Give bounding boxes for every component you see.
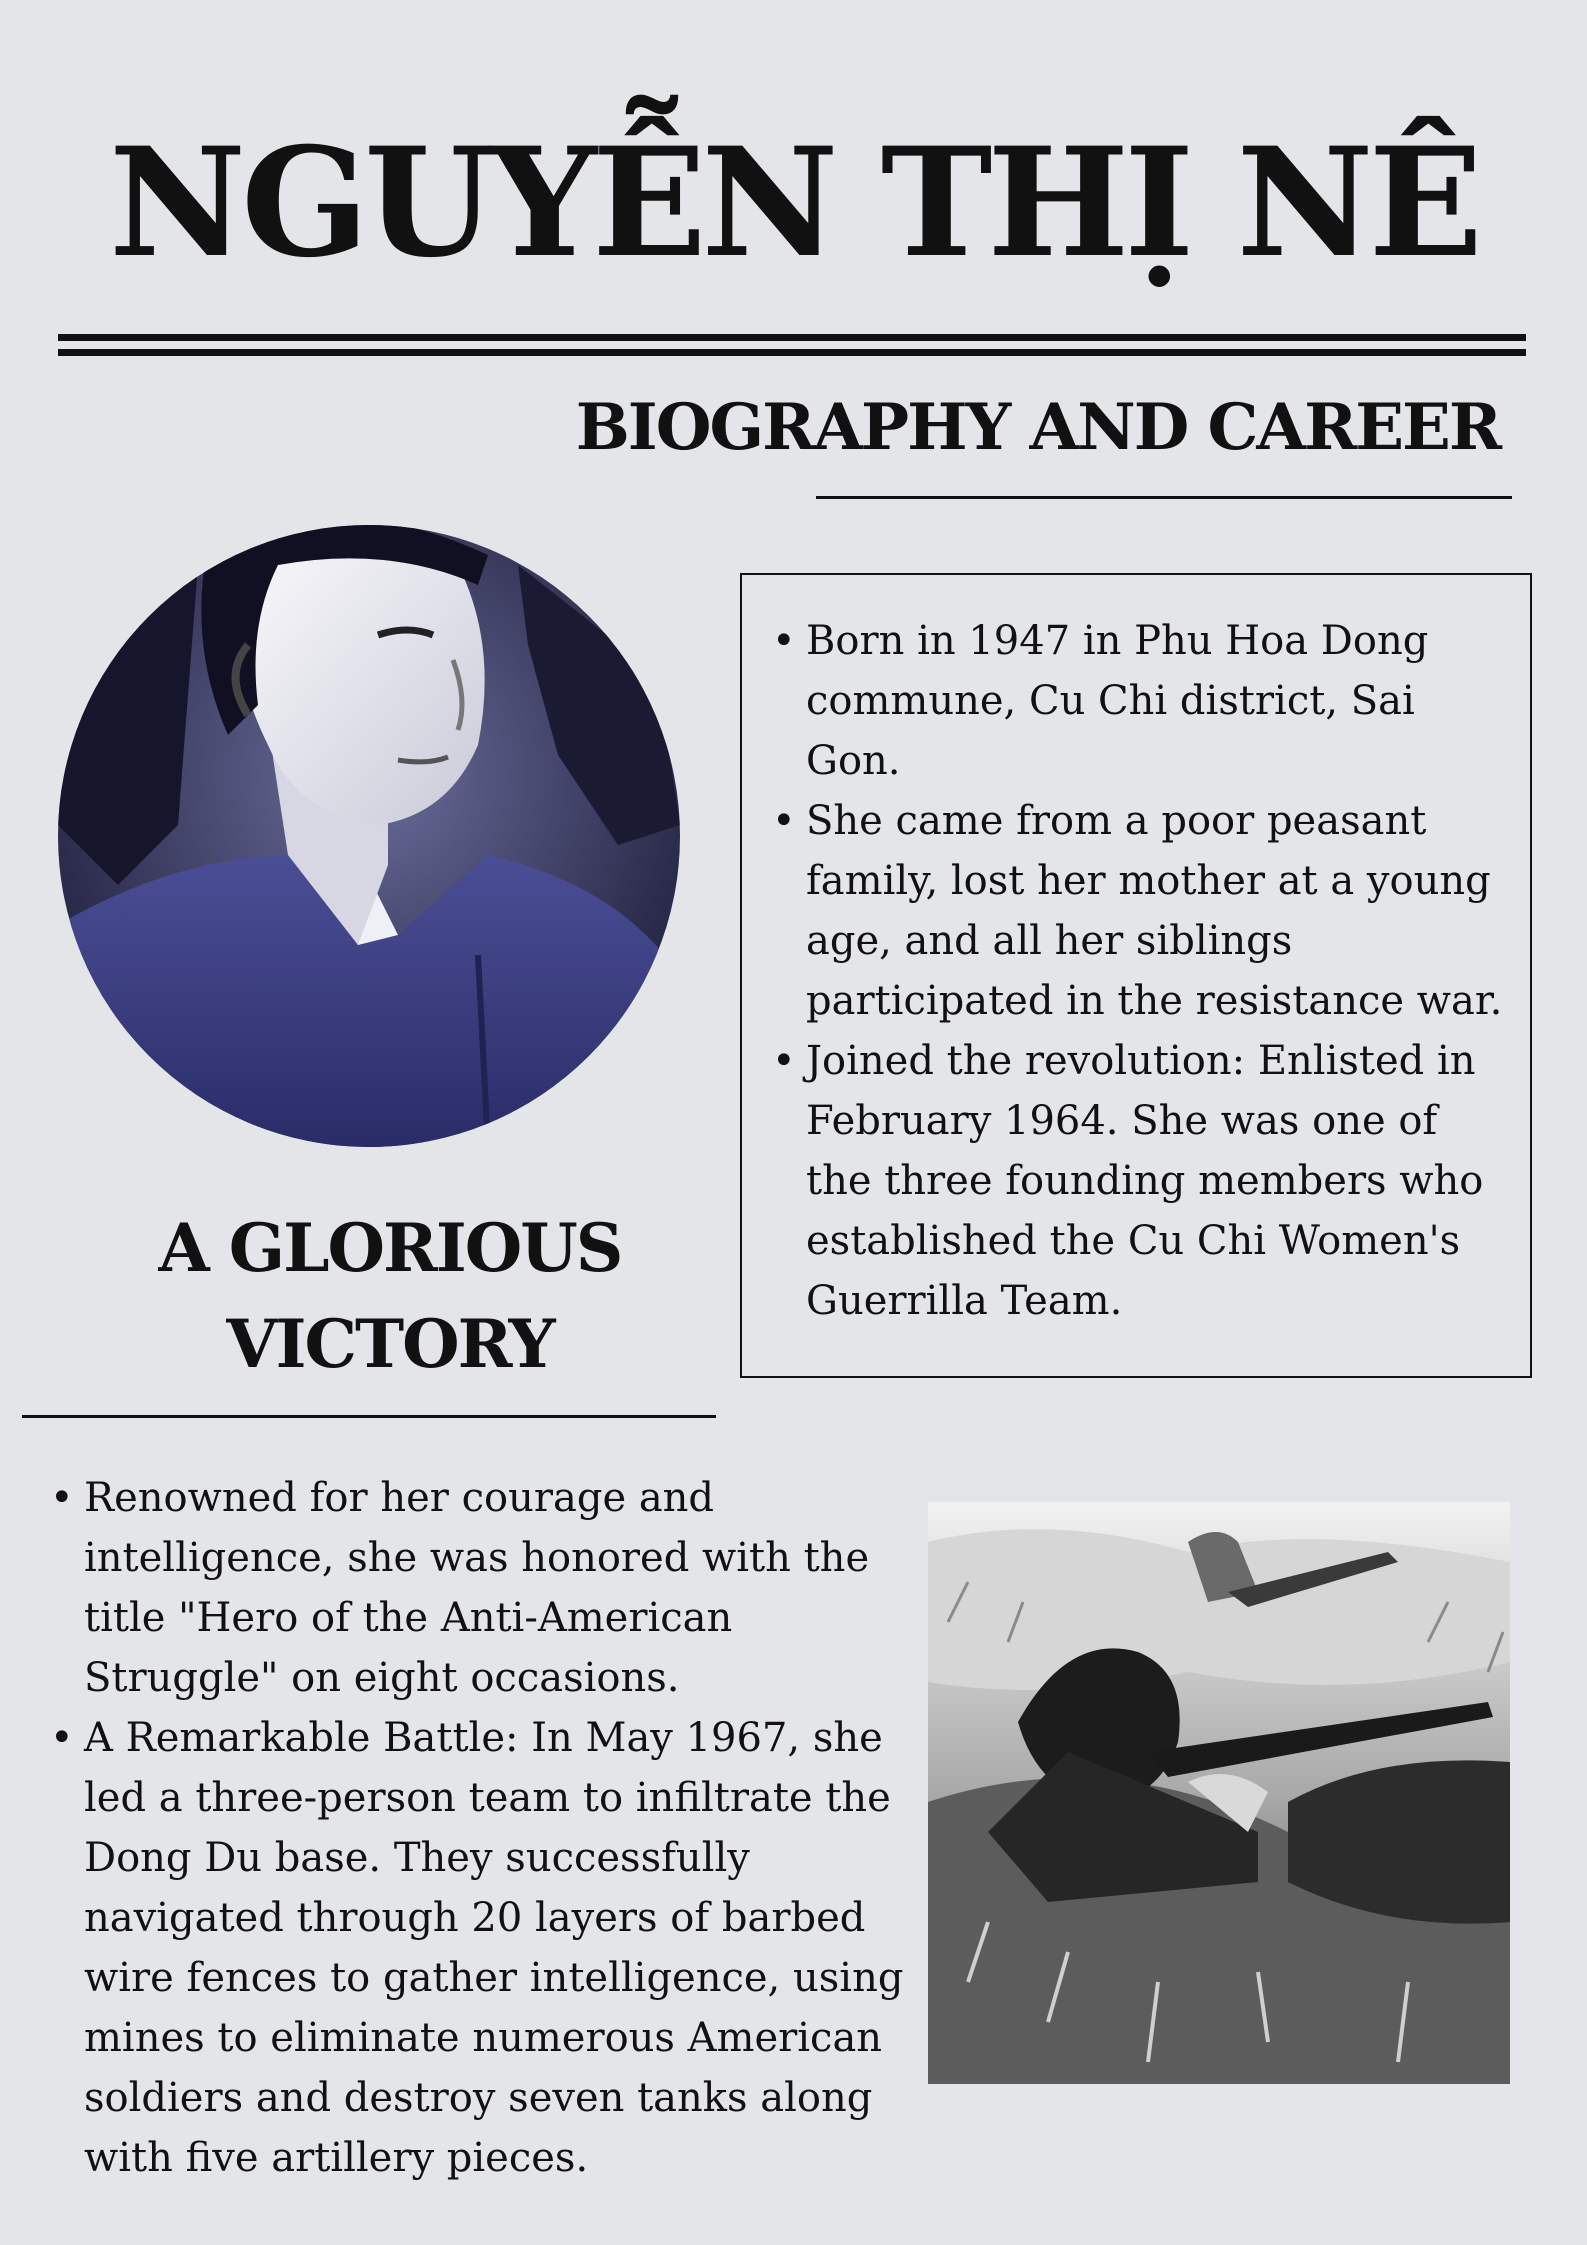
biography-item-birth: • Born in 1947 in Phu Hoa Dong commune, Cu Chi district, Sai Gon. bbox=[770, 611, 1510, 791]
battle-image bbox=[928, 1502, 1510, 2084]
victory-item-battle: • A Remarkable Battle: In May 1967, she led a three-person team to infiltrate the Dong Du base. They successfully navigated through 20 layers of barbed wire fences to gather intelligence, using mines to eliminate numerous American soldiers and destroy seven tanks along with five artillery pieces. bbox=[48, 1708, 918, 2188]
portrait-photo bbox=[58, 525, 680, 1147]
victory-heading bbox=[80, 1200, 700, 1392]
biography-item-family: • She came from a poor peasant family, lost her mother at a young age, and all her siblings participated in the resistance war. bbox=[770, 791, 1510, 1031]
victory-heading-line1: A GLORIOUS bbox=[158, 1209, 622, 1287]
biography-heading: BIOGRAPHY AND CAREER bbox=[575, 390, 1500, 465]
title-double-rule-top bbox=[58, 334, 1526, 341]
biography-item-revolution: • Joined the revolution: Enlisted in February 1964. She was one of the three founding members who established the Cu Chi Women's Guerrilla Team. bbox=[770, 1031, 1510, 1331]
victory-item-honor: • Renowned for her courage and intelligence, she was honored with the title "Hero of the Anti-American Struggle" on eight occasions. bbox=[48, 1468, 918, 1708]
battle-photo bbox=[928, 1502, 1510, 2084]
biography-heading-underline bbox=[816, 496, 1512, 499]
victory-heading-line2: VICTORY bbox=[226, 1305, 554, 1383]
victory-heading-underline bbox=[22, 1415, 716, 1418]
title-double-rule-bottom bbox=[58, 349, 1526, 356]
biography-list bbox=[770, 611, 1510, 1331]
page-title: NGUYỄN THỊ NÊ bbox=[109, 115, 1478, 291]
victory-list bbox=[48, 1468, 918, 2188]
portrait-image bbox=[58, 525, 680, 1147]
biography-box bbox=[740, 573, 1532, 1378]
